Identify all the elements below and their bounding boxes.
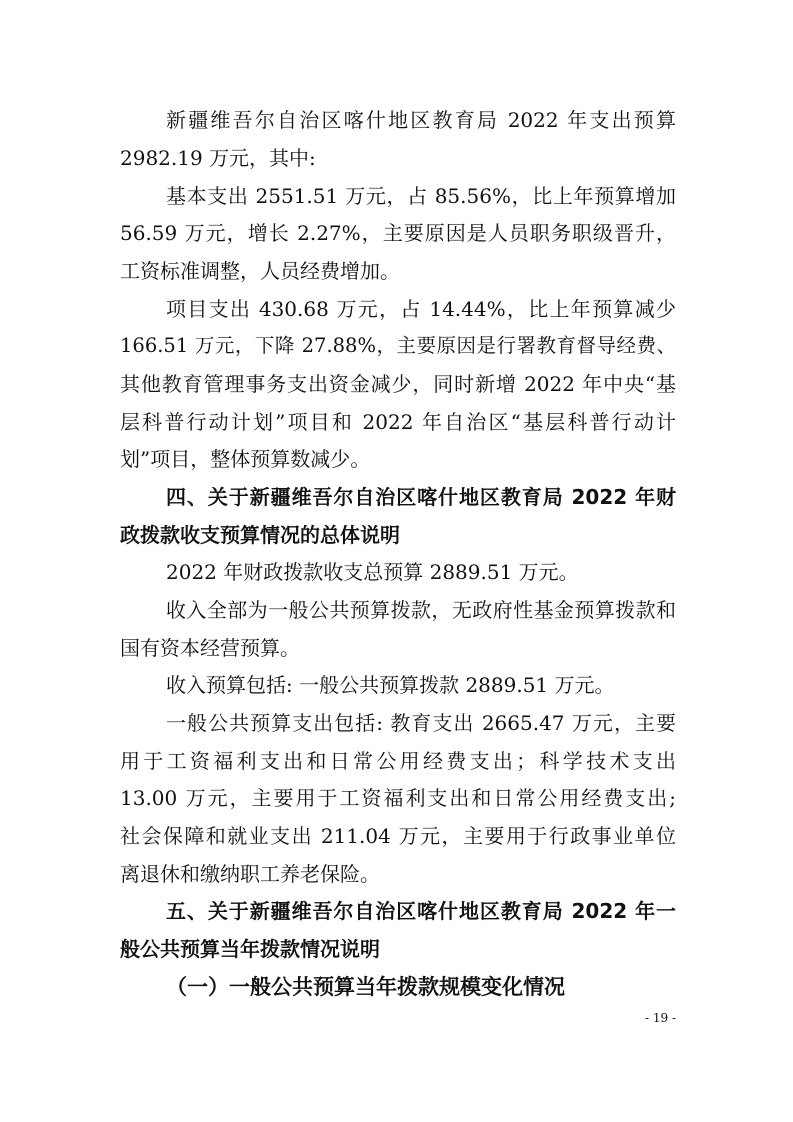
text-line: 国有资本经营预算。 xyxy=(120,636,300,660)
section-heading: 四、关于新疆维吾尔自治区喀什地区教育局 2022 年财 xyxy=(166,485,676,509)
text-line: 层科普行动计划”项目和 2022 年自治区“基层科普行动计 xyxy=(120,410,676,434)
text-line: 基本支出 2551.51 万元，占 85.56%，比上年预算增加 xyxy=(166,184,676,208)
section-heading: 般公共预算当年拨款情况说明 xyxy=(120,937,380,961)
text-line: 一般公共预算支出包括: 教育支出 2665.47 万元，主要 xyxy=(166,711,676,735)
page-number: - 19 - xyxy=(644,1011,676,1025)
text-line: 项目支出 430.68 万元，占 14.44%，比上年预算减少 xyxy=(166,297,676,321)
text-line: 收入全部为一般公共预算拨款，无政府性基金预算拨款和 xyxy=(166,598,676,622)
text-line: 离退休和缴纳职工养老保险。 xyxy=(120,862,380,886)
text-line: 13.00 万元，主要用于工资福利支出和日常公用经费支出; xyxy=(120,786,676,810)
section-heading: 五、关于新疆维吾尔自治区喀什地区教育局 2022 年一 xyxy=(166,899,676,923)
text-line: 56.59 万元，增长 2.27%，主要原因是人员职务职级晋升， xyxy=(120,221,676,245)
text-line: 2022 年财政拨款收支总预算 2889.51 万元。 xyxy=(166,560,579,584)
text-line: 划”项目，整体预算数减少。 xyxy=(120,447,371,471)
section-heading: 政拨款收支预算情况的总体说明 xyxy=(120,523,400,547)
subsection-heading: （一）一般公共预算当年拨款规模变化情况 xyxy=(166,974,565,999)
text-line: 2982.19 万元，其中: xyxy=(120,146,316,170)
text-line: 新疆维吾尔自治区喀什地区教育局 2022 年支出预算 xyxy=(166,108,676,132)
text-line: 工资标准调整，人员经费增加。 xyxy=(120,259,400,283)
text-line: 用于工资福利支出和日常公用经费支出；科学技术支出 xyxy=(120,749,676,773)
text-line: 社会保障和就业支出 211.04 万元，主要用于行政事业单位 xyxy=(120,824,676,848)
text-line: 收入预算包括: 一般公共预算拨款 2889.51 万元。 xyxy=(166,673,615,697)
text-line: 166.51 万元，下降 27.88%，主要原因是行署教育督导经费、 xyxy=(120,334,676,357)
text-line: 其他教育管理事务支出资金减少，同时新增 2022 年中央“基 xyxy=(120,372,676,396)
